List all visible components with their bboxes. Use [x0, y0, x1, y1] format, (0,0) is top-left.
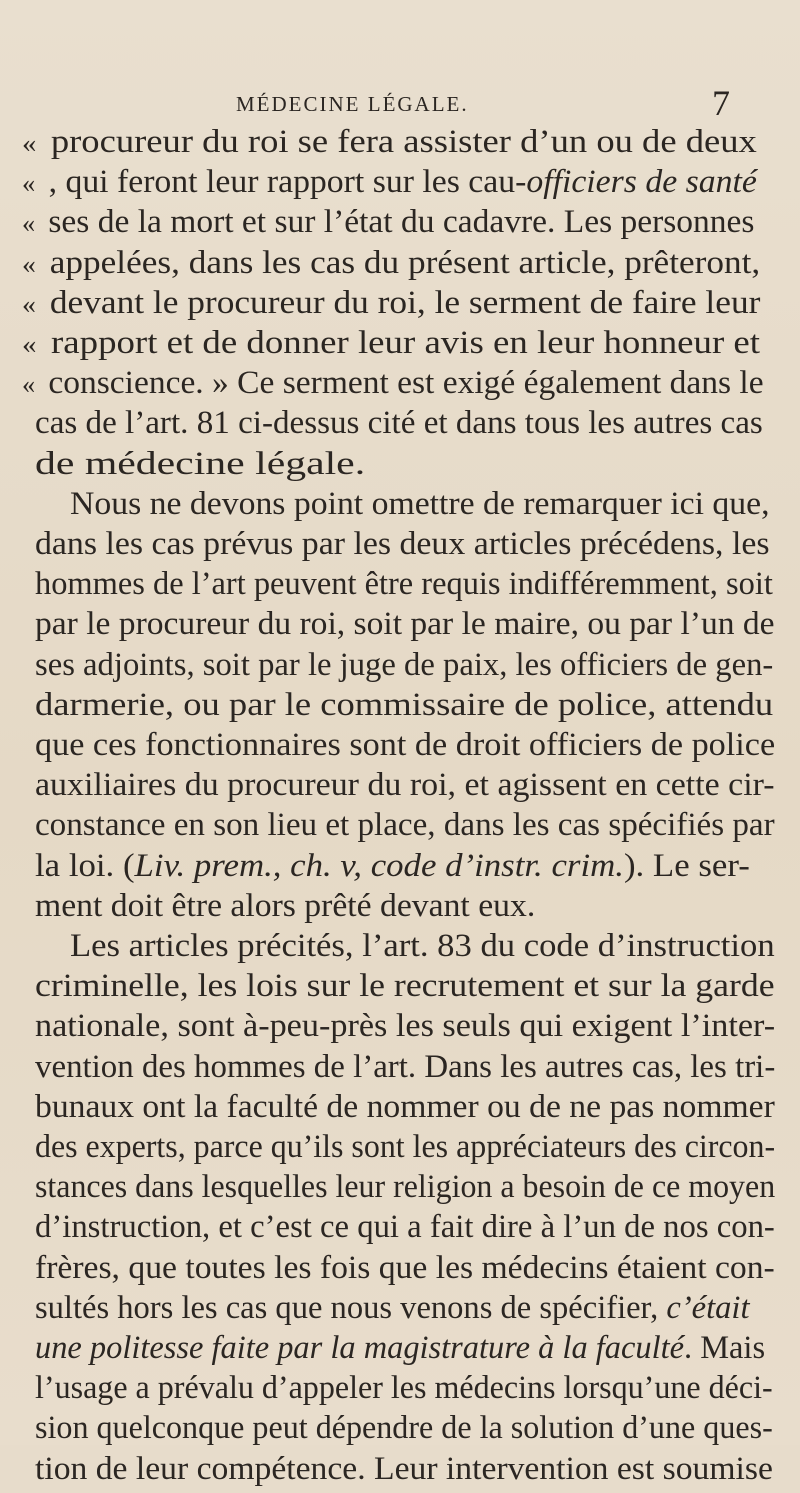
line-text: constance en son lieu et place, dans les cas spécifiés par: [35, 807, 775, 844]
line-text: conscience. » Ce serment est exigé également dans le: [48, 365, 764, 402]
line-text: darmerie, ou par le commissaire de police, attendu: [35, 686, 774, 723]
line-text: des experts, parce qu’ils sont les appréciateurs des circon-: [35, 1129, 776, 1165]
quote-mark: «: [22, 209, 36, 239]
text-line: [35, 1445, 773, 1493]
line-text: de médecine légale.: [35, 445, 366, 482]
line-text: . Mais: [684, 1330, 766, 1366]
line-text: devant le procureur du roi, le serment de faire leur: [49, 284, 761, 321]
line-text: ses adjoints, soit par le juge de paix, les officiers de gen-: [35, 646, 774, 683]
line-text: par le procureur du roi, soit par le maire, ou par l’un de: [35, 606, 775, 643]
line-text: criminelle, les lois sur le recrutement et sur la garde: [35, 968, 775, 1005]
line-text: d’instruction, et c’est ce qui a fait dire à l’un de nos con-: [35, 1209, 775, 1246]
line-text: stances dans lesquelles leur religion a besoin de ce moyen: [35, 1169, 776, 1206]
italic-text: officiers de santé: [526, 164, 757, 201]
quote-mark: «: [22, 129, 37, 158]
line-text: Les articles précités, l’art. 83 du code d’instruction: [70, 928, 775, 964]
italic-text: c’était: [666, 1289, 750, 1326]
line-text: ment doit être alors prêté devant eux.: [35, 887, 536, 924]
line-text: procureur du roi se fera assister d’un ou de deux: [50, 124, 757, 160]
line-text: appelées, dans les cas du présent article, prêteront,: [49, 244, 761, 281]
line-text: sion quelconque peut dépendre de la solution d’une ques-: [35, 1410, 773, 1447]
line-text: la loi. (: [35, 847, 135, 884]
line-text: cas de l’art. 81 ci-dessus cité et dans tous les autres cas: [35, 405, 763, 442]
line-text: nationale, sont à-peu-près les seuls qui exigent l’inter-: [35, 1008, 776, 1045]
line-text: frères, que toutes les fois que les médecins étaient con-: [35, 1249, 775, 1286]
quote-mark: «: [22, 249, 36, 279]
line-text: l’usage a prévalu d’appeler les médecins lorsqu’une déci-: [35, 1370, 773, 1407]
line-text: Nous ne devons point omettre de remarquer ici que,: [70, 485, 770, 522]
line-text: hommes de l’art peuvent être requis indifféremment, soit: [35, 566, 773, 603]
line-text: que ces fonctionnaires sont de droit officiers de police: [35, 727, 776, 763]
line-text: sultés hors les cas que nous venons de spécifier,: [35, 1289, 667, 1326]
line-text: bunaux ont la faculté de nommer ou de ne pas nommer: [35, 1088, 775, 1125]
line-text: rapport et de donner leur avis en leur honneur et: [51, 325, 761, 361]
line-text: vention des hommes de l’art. Dans les autres cas, les tri-: [35, 1048, 776, 1085]
quote-mark: «: [22, 289, 36, 319]
line-text: , qui feront leur rapport sur les cau-: [48, 164, 527, 201]
line-text: tion de leur compétence. Leur intervention est soumise: [35, 1450, 773, 1487]
quote-mark: «: [22, 370, 36, 400]
quote-mark: «: [22, 330, 37, 359]
quote-mark: «: [22, 169, 36, 199]
line-text: ). Le ser-: [623, 847, 750, 884]
italic-text: Liv. prem., ch. v, code d’instr. crim.: [134, 847, 624, 884]
line-text: auxiliaires du procureur du roi, et agissent en cette cir-: [35, 767, 775, 804]
line-text: ses de la mort et sur l’état du cadavre. Les personnes: [48, 204, 755, 241]
line-text: dans les cas prévus par les deux articles précédens, les: [35, 526, 770, 562]
running-head: MÉDECINE LÉGALE.: [236, 92, 469, 116]
italic-text: une politesse faite par la magistrature à la faculté: [35, 1330, 685, 1366]
page-number: 7: [712, 83, 730, 123]
